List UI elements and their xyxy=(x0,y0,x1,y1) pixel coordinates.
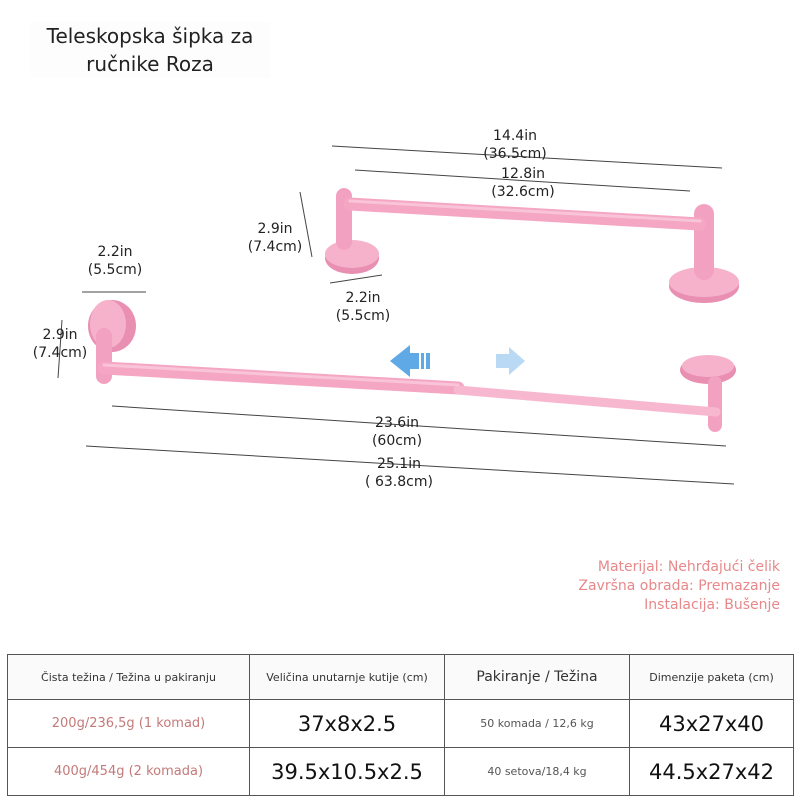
table-header-row xyxy=(8,655,794,700)
info-material: Materijal: Nehrđajući čelik xyxy=(597,559,780,575)
header-packing: Pakiranje / Težina xyxy=(445,655,630,700)
row1-packing: 50 komada / 12,6 kg xyxy=(445,700,630,748)
header-inner-box: Veličina unutarnje kutije (cm) xyxy=(250,655,445,700)
large-overall-dim: 25.1in ( 63.8cm) xyxy=(365,456,433,490)
large-bar-dim: 23.6in (60cm) xyxy=(371,415,423,449)
small-base-dim-line xyxy=(330,275,382,283)
small-bar xyxy=(350,204,700,224)
header-weight: Čista težina / Težina u pakiranju xyxy=(8,655,250,700)
small-height-dim: 2.9in (7.4cm) xyxy=(247,221,303,255)
row1-package-dims: 43x27x40 xyxy=(630,700,794,748)
large-right-post xyxy=(708,376,722,432)
small-overall-dim: 14.4in (36.5cm) xyxy=(483,128,547,162)
row2-packing: 40 setova/18,4 kg xyxy=(445,748,630,796)
product-title-line2: ručnike Roza xyxy=(86,52,214,76)
small-right-post xyxy=(694,204,714,280)
small-bar-dim: 12.8in (32.6cm) xyxy=(491,166,555,200)
large-height-dim: 2.9in (7.4cm) xyxy=(32,327,88,361)
row2-inner-box: 39.5x10.5x2.5 xyxy=(250,748,445,796)
small-left-post xyxy=(336,188,352,250)
row2-package-dims: 44.5x27x42 xyxy=(630,748,794,796)
large-base-dim: 2.2in (5.5cm) xyxy=(87,244,143,278)
table-row xyxy=(8,700,794,748)
row2-weight: 400g/454g (2 komada) xyxy=(8,748,250,796)
header-package-dims: Dimenzije paketa (cm) xyxy=(630,655,794,700)
info-install: Instalacija: Bušenje xyxy=(644,597,780,613)
spec-table xyxy=(7,654,794,796)
retract-arrow-icon xyxy=(390,345,430,377)
table-row xyxy=(8,748,794,796)
arrow-label: Tri xyxy=(496,353,508,364)
info-finish: Završna obrada: Premazanje xyxy=(578,578,780,594)
small-base-dim: 2.2in (5.5cm) xyxy=(335,290,391,324)
product-info xyxy=(578,558,780,615)
large-left-post xyxy=(96,328,112,384)
row1-weight: 200g/236,5g (1 komad) xyxy=(8,700,250,748)
product-title-line1: Teleskopska šipka za xyxy=(46,24,254,48)
row1-inner-box: 37x8x2.5 xyxy=(250,700,445,748)
large-inner-bar xyxy=(458,390,716,412)
